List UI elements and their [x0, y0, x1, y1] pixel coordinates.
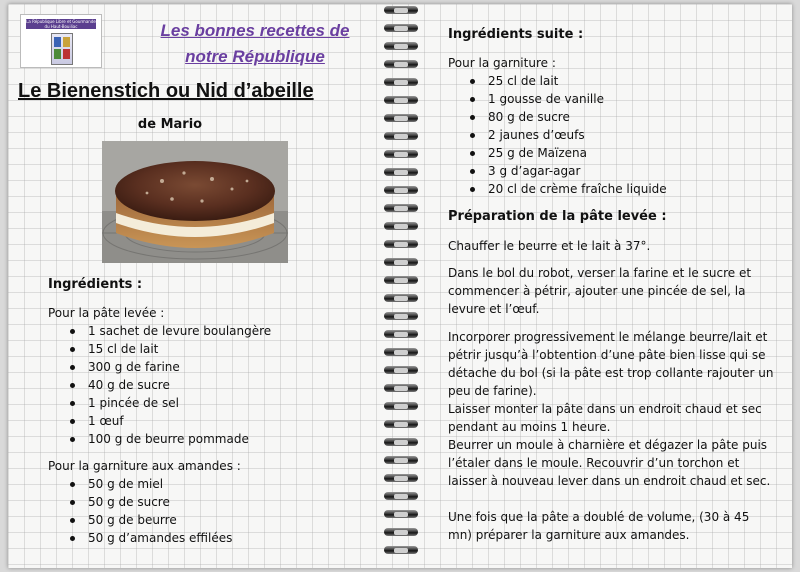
- spiral-ring: [382, 258, 422, 268]
- site-title: Les bonnes recettes de notre République: [160, 21, 350, 66]
- spiral-ring: [382, 366, 422, 376]
- coat-of-arms-icon: [51, 33, 73, 65]
- spiral-ring: [382, 294, 422, 304]
- spiral-ring: [382, 222, 422, 232]
- instruction-step: Beurrer un moule à charnière et dégazer la pâte puis l’étaler dans le moule. Recouvrir d’un torchon et laisser à nouveau lever dans un endroit chaud et sec.: [448, 438, 771, 488]
- spiral-ring: [382, 456, 422, 466]
- spiral-ring: [382, 438, 422, 448]
- list-item: 25 cl de lait: [488, 72, 667, 90]
- instruction-step: Laisser monter la pâte dans un endroit chaud et sec pendant au moins 1 heure.: [448, 402, 762, 434]
- instruction-step: Incorporer progressivement le mélange beurre/lait et pétrir jusqu’à l’obtention d’une pâte bien lisse qui se détache du bol (si la pâte est trop collante rajouter un peu de farine).: [448, 330, 774, 398]
- cake-photo: [102, 141, 288, 263]
- recipe-title: Le Bienenstich ou Nid d’abeille: [18, 80, 314, 102]
- list-item: 50 g de beurre: [88, 511, 232, 529]
- spiral-ring: [382, 42, 422, 52]
- spiral-ring: [382, 420, 422, 430]
- instruction-step: Chauffer le beurre et le lait à 37°.: [448, 239, 651, 253]
- spiral-binding: [382, 6, 422, 568]
- list-item: 40 g de sucre: [88, 376, 271, 394]
- list-item: 50 g de sucre: [88, 493, 232, 511]
- dough-label: Pour la pâte levée :: [48, 306, 165, 320]
- spiral-ring: [382, 24, 422, 34]
- logo-banner: La République Libre et Gourmande du Haut-Bouiliac: [26, 19, 96, 29]
- list-item: 300 g de farine: [88, 358, 271, 376]
- republic-logo: [20, 14, 102, 68]
- list-item: 100 g de beurre pommade: [88, 430, 271, 448]
- spiral-ring: [382, 186, 422, 196]
- preparation-heading: Préparation de la pâte levée :: [448, 209, 667, 224]
- list-item: 1 œuf: [88, 412, 271, 430]
- spiral-ring: [382, 528, 422, 538]
- spiral-ring: [382, 384, 422, 394]
- list-item: 3 g d’agar-agar: [488, 162, 667, 180]
- spiral-ring: [382, 348, 422, 358]
- cake-illustration: [102, 141, 288, 263]
- spiral-ring: [382, 510, 422, 520]
- list-item: 50 g de miel: [88, 475, 232, 493]
- spiral-ring: [382, 204, 422, 214]
- ingredients-continued-heading: Ingrédients suite :: [448, 27, 584, 42]
- spiral-ring: [382, 474, 422, 484]
- recipe-author: de Mario: [137, 117, 203, 132]
- list-item: 15 cl de lait: [88, 340, 271, 358]
- spiral-ring: [382, 402, 422, 412]
- ingredients-heading: Ingrédients :: [48, 277, 143, 292]
- list-item: 1 sachet de levure boulangère: [88, 324, 272, 338]
- list-item: 20 cl de crème fraîche liquide: [488, 182, 667, 196]
- spiral-ring: [382, 276, 422, 286]
- spiral-ring: [382, 240, 422, 250]
- spiral-ring: [382, 150, 422, 160]
- list-item: 1 pincée de sel: [88, 394, 271, 412]
- filling-ingredient-list: [450, 72, 667, 198]
- filling-label: Pour la garniture :: [448, 56, 556, 70]
- instruction-step: Une fois que la pâte a doublé de volume, (30 à 45 mn) préparer la garniture aux amandes.: [448, 510, 750, 542]
- spiral-ring: [382, 114, 422, 124]
- almond-topping-label: Pour la garniture aux amandes :: [48, 459, 241, 473]
- list-item: 2 jaunes d’œufs: [488, 126, 667, 144]
- spiral-ring: [382, 330, 422, 340]
- spiral-ring: [382, 78, 422, 88]
- spiral-ring: [382, 492, 422, 502]
- spiral-ring: [382, 60, 422, 70]
- list-item: 80 g de sucre: [488, 108, 667, 126]
- list-item: 25 g de Maïzena: [488, 144, 667, 162]
- spiral-ring: [382, 96, 422, 106]
- list-item: 1 gousse de vanille: [488, 90, 667, 108]
- spiral-ring: [382, 546, 422, 556]
- spiral-ring: [382, 132, 422, 142]
- spiral-ring: [382, 312, 422, 322]
- dough-ingredient-list: [50, 322, 271, 448]
- almond-ingredient-list: [50, 475, 232, 547]
- instruction-step: Dans le bol du robot, verser la farine et le sucre et commencer à pétrir, ajouter une pincée de sel, la levure et l’œuf.: [448, 266, 752, 316]
- spiral-ring: [382, 168, 422, 178]
- list-item: 50 g d’amandes effilées: [88, 531, 233, 545]
- spiral-ring: [382, 6, 422, 16]
